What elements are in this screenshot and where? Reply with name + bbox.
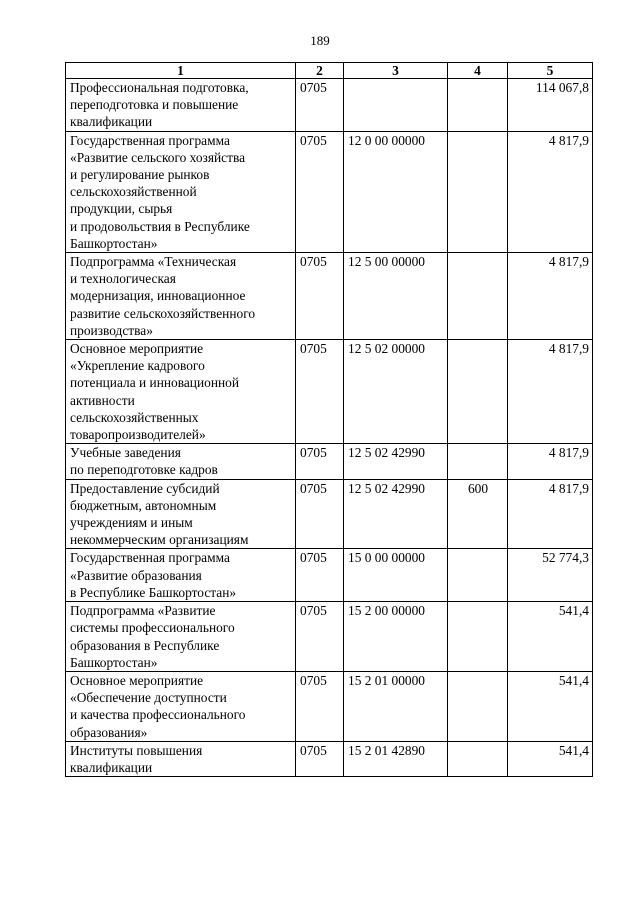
row-section-code: 0705 — [296, 340, 344, 444]
row-name: Подпрограмма «Техническая и технологическая модернизация, инновационное развитие сельскохозяйственного производства» — [66, 253, 296, 340]
row-section-code: 0705 — [296, 671, 344, 741]
header-col-3: 3 — [344, 63, 448, 79]
table-body — [66, 79, 593, 777]
row-amount: 4 817,9 — [508, 131, 593, 252]
header-col-4: 4 — [448, 63, 508, 79]
row-amount: 541,4 — [508, 671, 593, 741]
row-expense-type — [448, 602, 508, 672]
row-section-code: 0705 — [296, 549, 344, 602]
row-section-code: 0705 — [296, 131, 344, 252]
table-row — [66, 444, 593, 479]
row-expense-type — [448, 671, 508, 741]
row-amount: 4 817,9 — [508, 479, 593, 549]
row-expense-type — [448, 340, 508, 444]
row-target-article: 15 2 01 42890 — [344, 741, 448, 776]
table-header — [66, 63, 593, 79]
table-row — [66, 671, 593, 741]
row-section-code: 0705 — [296, 79, 344, 132]
row-amount: 4 817,9 — [508, 253, 593, 340]
budget-table — [65, 62, 593, 777]
row-expense-type — [448, 741, 508, 776]
table-row — [66, 253, 593, 340]
header-col-2: 2 — [296, 63, 344, 79]
row-expense-type — [448, 444, 508, 479]
row-target-article: 12 5 02 00000 — [344, 340, 448, 444]
row-expense-type — [448, 253, 508, 340]
row-name: Учебные заведения по переподготовке кадров — [66, 444, 296, 479]
row-expense-type — [448, 79, 508, 132]
row-expense-type — [448, 131, 508, 252]
row-section-code: 0705 — [296, 444, 344, 479]
row-target-article: 15 2 01 00000 — [344, 671, 448, 741]
table-row — [66, 340, 593, 444]
header-row — [66, 63, 593, 79]
row-name: Институты повышения квалификации — [66, 741, 296, 776]
row-target-article: 15 2 00 00000 — [344, 602, 448, 672]
row-amount: 114 067,8 — [508, 79, 593, 132]
table-row — [66, 602, 593, 672]
row-name: Государственная программа «Развитие сельского хозяйства и регулирование рынков сельскохозяйственной продукции, сырья и продовольствия в Республике Башкортостан» — [66, 131, 296, 252]
row-amount: 541,4 — [508, 602, 593, 672]
row-section-code: 0705 — [296, 602, 344, 672]
row-name: Основное мероприятие «Укрепление кадрового потенциала и инновационной активности сельскохозяйственных товаропроизводителей» — [66, 340, 296, 444]
row-amount: 541,4 — [508, 741, 593, 776]
header-col-5: 5 — [508, 63, 593, 79]
row-expense-type: 600 — [448, 479, 508, 549]
row-section-code: 0705 — [296, 479, 344, 549]
row-target-article: 12 5 02 42990 — [344, 479, 448, 549]
row-target-article: 15 0 00 00000 — [344, 549, 448, 602]
row-target-article: 12 0 00 00000 — [344, 131, 448, 252]
row-name: Профессиональная подготовка, переподготовка и повышение квалификации — [66, 79, 296, 132]
row-target-article: 12 5 00 00000 — [344, 253, 448, 340]
row-name: Основное мероприятие «Обеспечение доступности и качества профессионального образования» — [66, 671, 296, 741]
table-row — [66, 131, 593, 252]
row-target-article: 12 5 02 42990 — [344, 444, 448, 479]
row-section-code: 0705 — [296, 741, 344, 776]
table-row — [66, 479, 593, 549]
row-name: Государственная программа «Развитие образования в Республике Башкортостан» — [66, 549, 296, 602]
row-target-article — [344, 79, 448, 132]
page-number: 189 — [310, 33, 330, 48]
table-row — [66, 549, 593, 602]
row-name: Подпрограмма «Развитие системы профессионального образования в Республике Башкортостан» — [66, 602, 296, 672]
row-expense-type — [448, 549, 508, 602]
table-row — [66, 741, 593, 776]
row-name: Предоставление субсидий бюджетным, автономным учреждениям и иным некоммерческим организациям — [66, 479, 296, 549]
row-amount: 4 817,9 — [508, 444, 593, 479]
header-col-1: 1 — [66, 63, 296, 79]
row-amount: 52 774,3 — [508, 549, 593, 602]
row-amount: 4 817,9 — [508, 340, 593, 444]
table-row — [66, 79, 593, 132]
row-section-code: 0705 — [296, 253, 344, 340]
